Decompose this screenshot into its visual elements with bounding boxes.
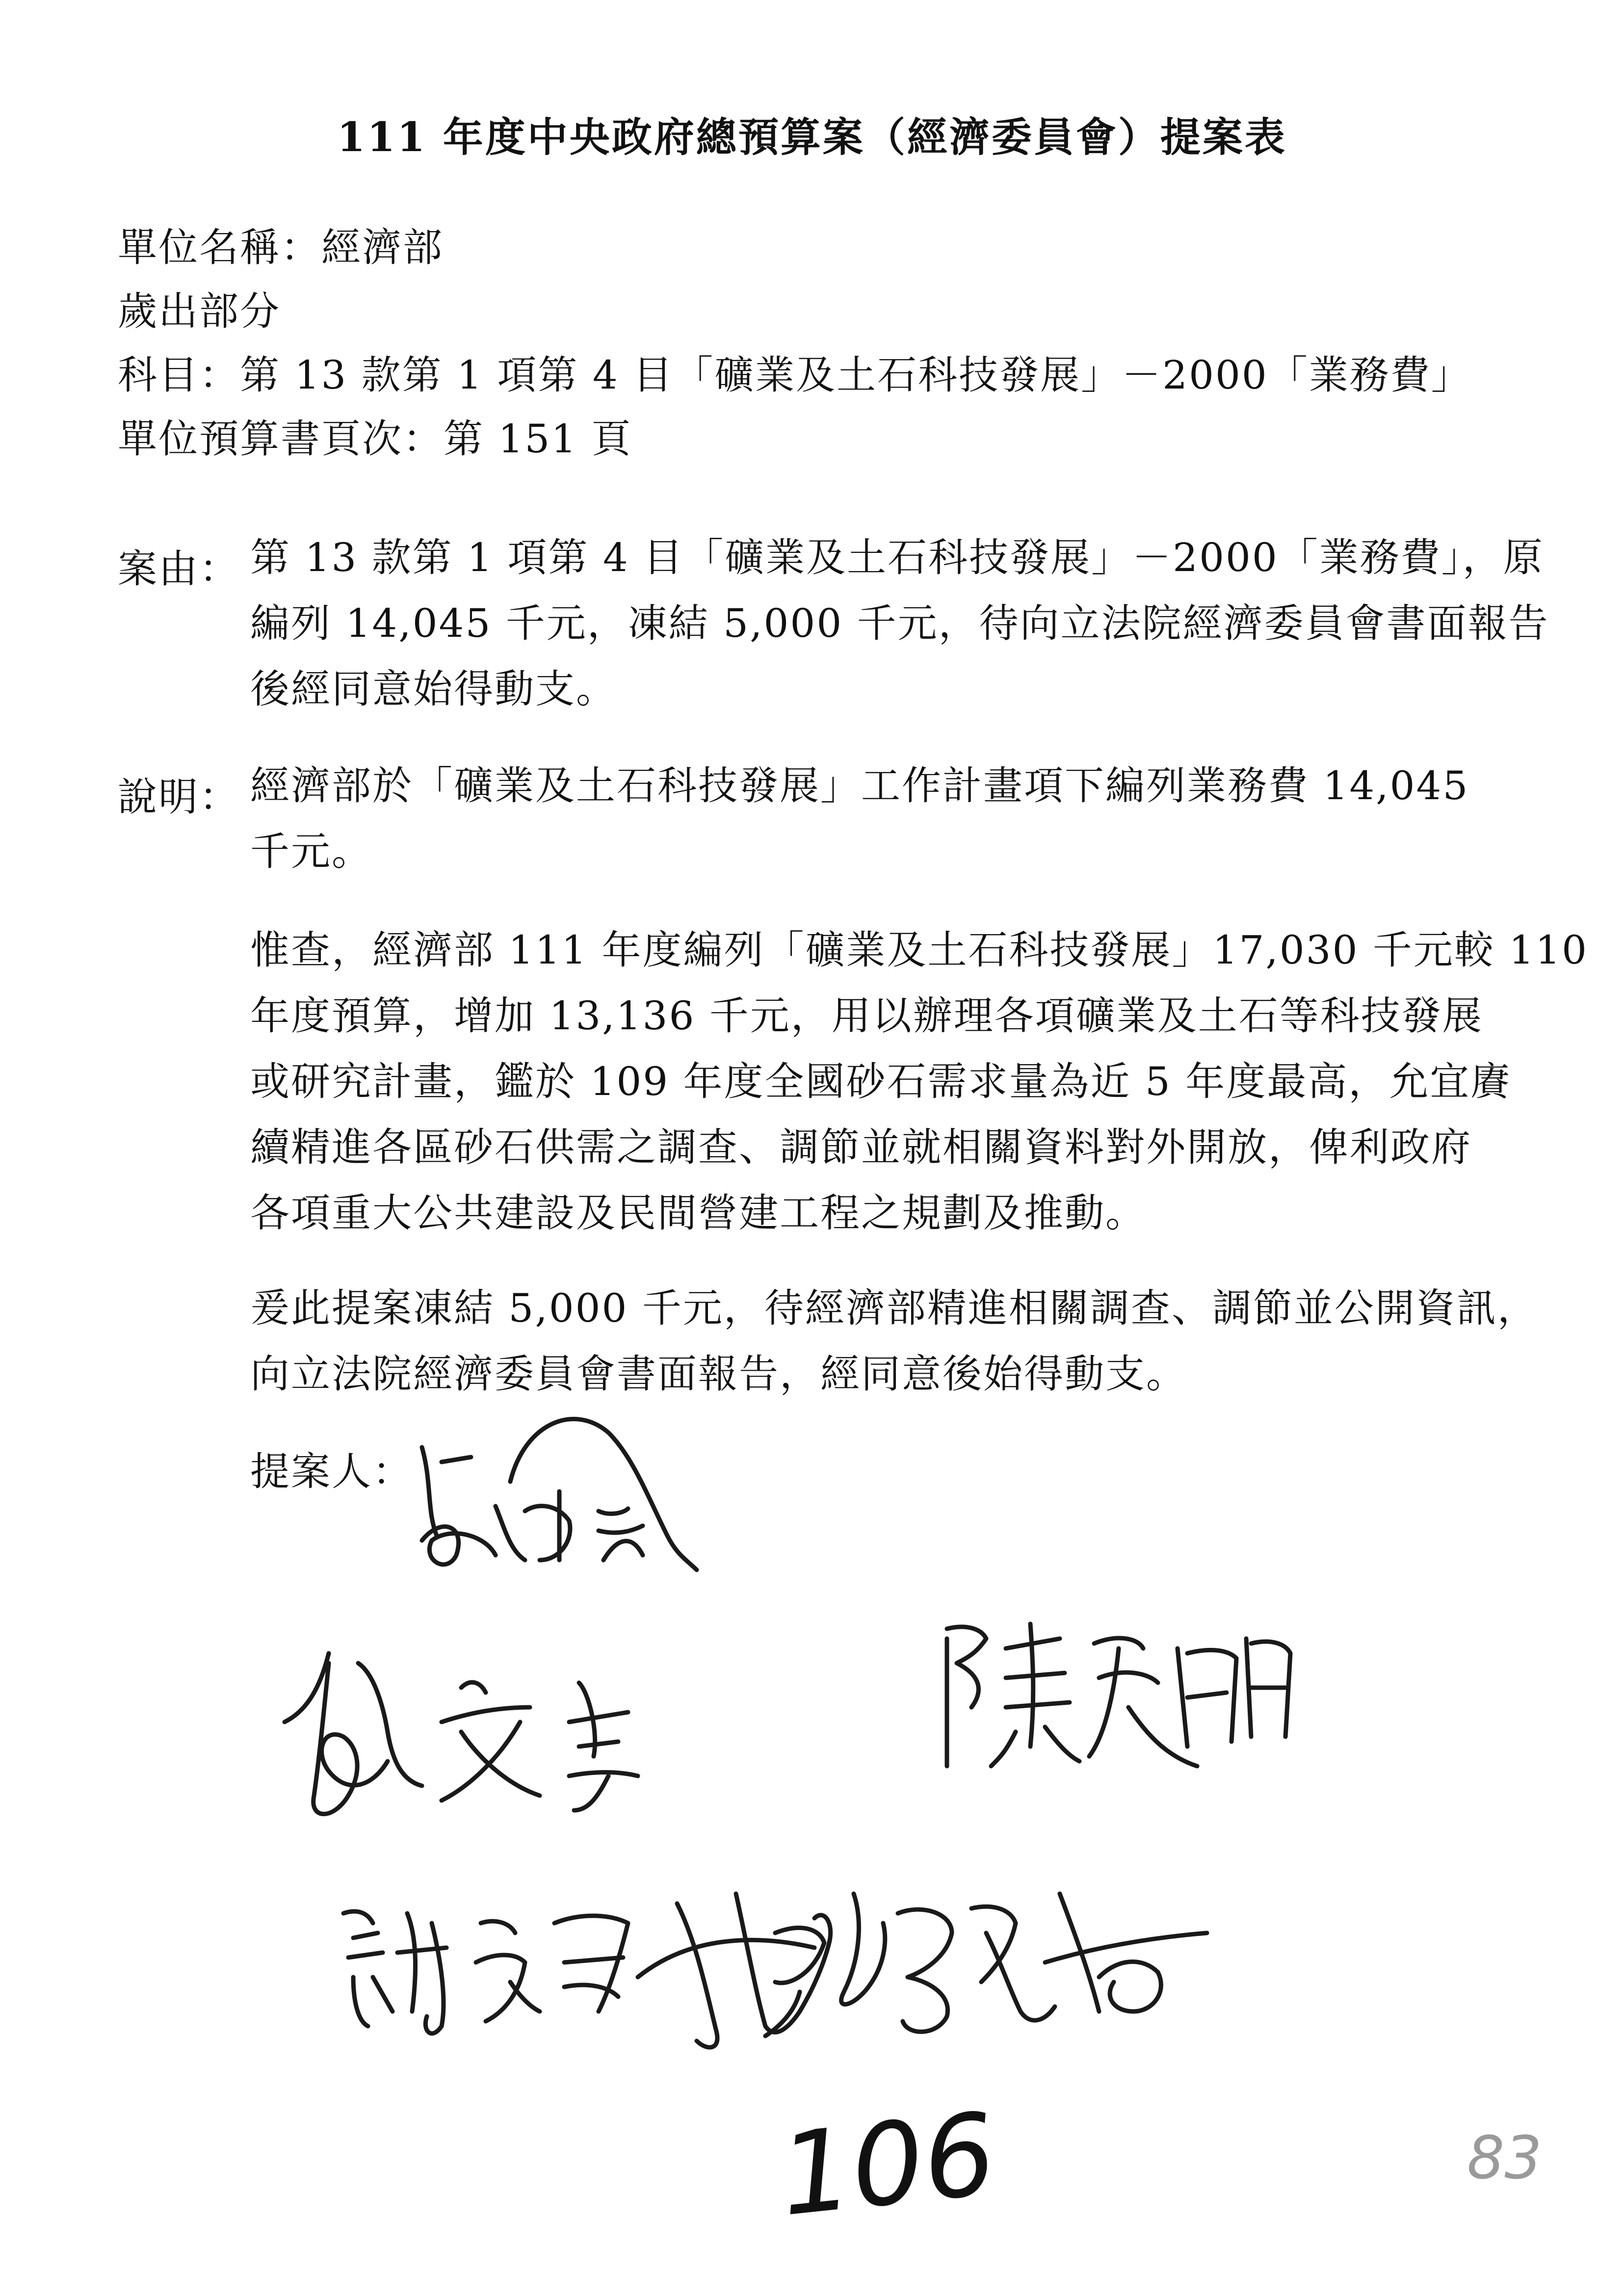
budget-subject: 科目：第 13 款第 1 項第 4 目「礦業及土石科技發展」－2000「業務費」 — [118, 352, 1472, 398]
explanation-line: 向立法院經濟委員會書面報告，經同意後始得動支。 — [250, 1351, 1187, 1397]
signature-4 — [334, 1864, 1241, 2070]
explanation-line: 爰此提案凍結 5,000 千元，待經濟部精進相關調查、調節並公開資訊， — [250, 1285, 1538, 1331]
signature-3 — [932, 1609, 1305, 1786]
explanation-paragraph-1 — [250, 753, 1545, 885]
expenditure-part: 歲出部分 — [118, 288, 281, 334]
explanation-line: 續精進各區砂石供需之調查、調節並就相關資料對外開放，俾利政府 — [250, 1124, 1472, 1170]
explanation-line: 或研究計畫，鑑於 109 年度全國砂石需求量為近 5 年度最高，允宜賡 — [250, 1059, 1512, 1104]
explanation-paragraph-3 — [250, 1276, 1545, 1407]
signature-2 — [275, 1634, 716, 1840]
signature-1 — [412, 1413, 756, 1619]
explanation-line: 各項重大公共建設及民間營建工程之規劃及推動。 — [250, 1190, 1146, 1236]
faint-page-number: 83 — [1467, 2124, 1542, 2192]
motion-line: 第 13 款第 1 項第 4 目「礦業及土石科技發展」－2000「業務費」，原 — [250, 535, 1544, 580]
budget-page-reference: 單位預算書頁次：第 151 頁 — [118, 416, 632, 462]
motion-label: 案由： — [118, 546, 240, 592]
proposer-label: 提案人： — [250, 1449, 413, 1494]
motion-line: 後經同意始得動支。 — [250, 666, 617, 712]
handwritten-page-number: 106 — [774, 2088, 1002, 2242]
explanation-label: 說明： — [118, 774, 240, 820]
motion-text — [250, 525, 1549, 722]
explanation-line: 千元。 — [250, 829, 372, 874]
explanation-paragraph-2 — [250, 917, 1589, 1246]
explanation-line: 惟查，經濟部 111 年度編列「礦業及土石科技發展」17,030 千元較 110 — [250, 927, 1589, 973]
motion-line: 編列 14,045 千元，凍結 5,000 千元，待向立法院經濟委員會書面報告 — [250, 600, 1549, 646]
document-title: 111 年度中央政府總預算案（經濟委員會）提案表 — [337, 114, 1287, 161]
explanation-line: 經濟部於「礦業及土石科技發展」工作計畫項下編列業務費 14,045 — [250, 763, 1469, 809]
explanation-line: 年度預算，增加 13,136 千元，用以辦理各項礦業及土石等科技發展 — [250, 993, 1483, 1039]
unit-name: 單位名稱：經濟部 — [118, 225, 444, 270]
